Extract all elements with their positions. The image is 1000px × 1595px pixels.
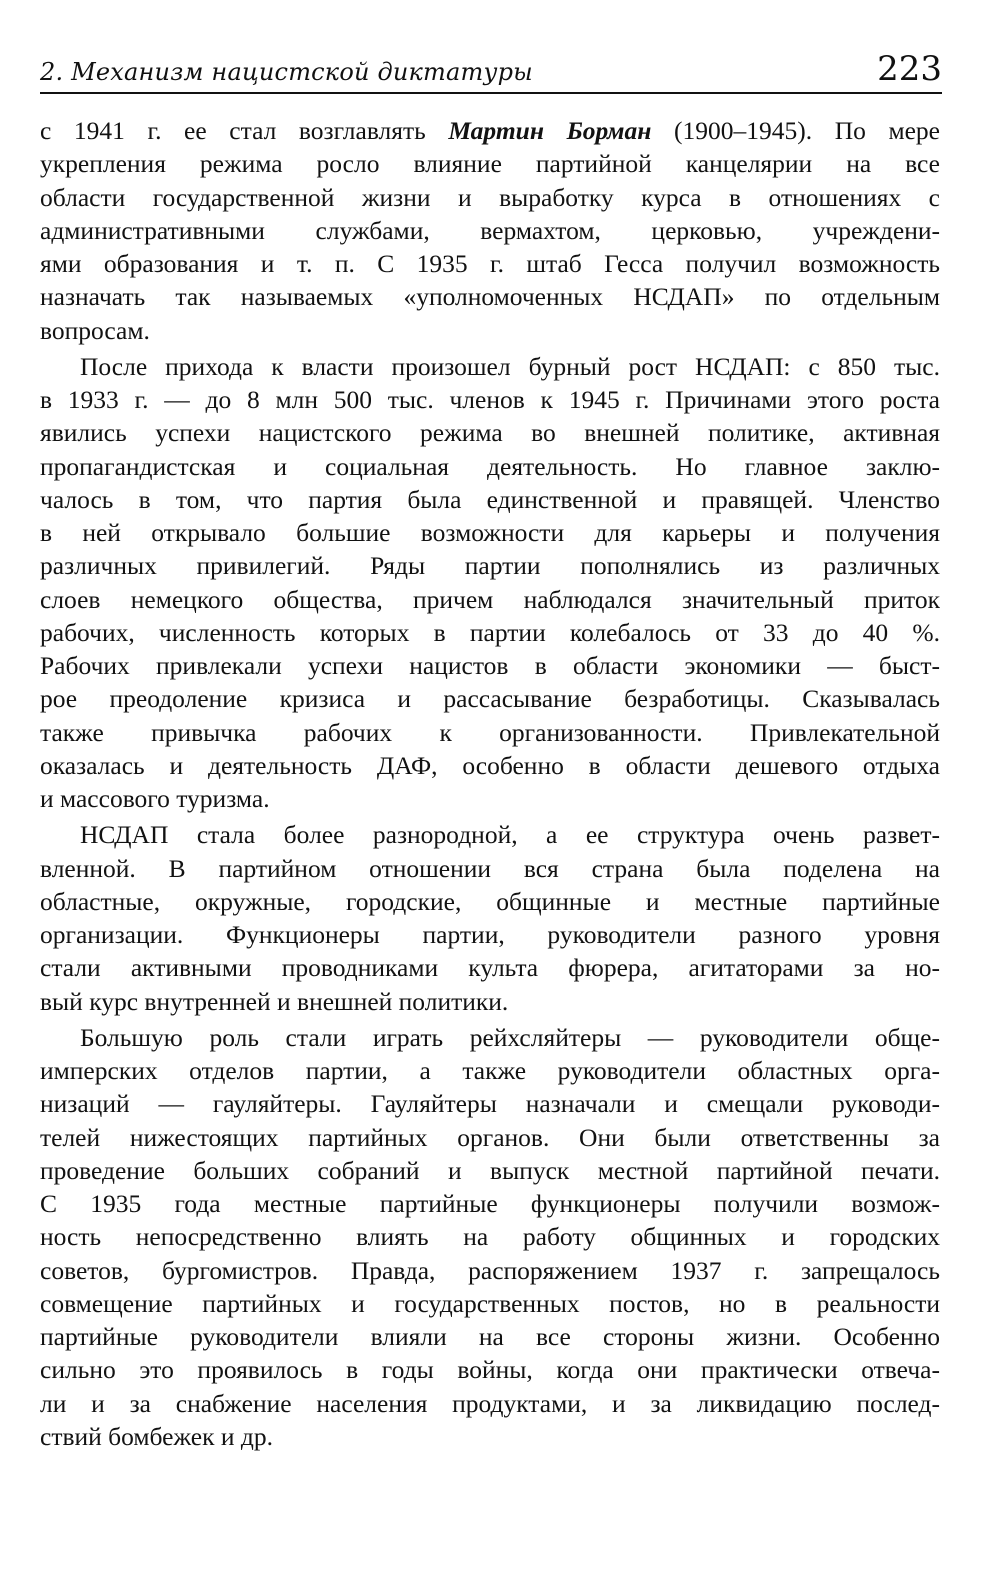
- text-run: ями образования и т. п. С 1935 г. штаб Гесса получил возможность: [40, 249, 940, 278]
- text-line: [40, 885, 940, 918]
- text-run: с 1941 г. ее стал возглавлять: [40, 116, 449, 145]
- text-line: [40, 1420, 940, 1453]
- text-line: [40, 214, 940, 247]
- text-run: слоев немецкого общества, причем наблюдался значительный приток: [40, 584, 940, 614]
- text-line: [40, 852, 940, 885]
- text-run: партийные руководители влияли на все стороны жизни. Особенно: [40, 1322, 940, 1351]
- text-line: [40, 782, 940, 815]
- text-run: административными службами, вермахтом, церковью, учреждени-: [40, 215, 940, 245]
- text-run: в 1933 г. — до 8 млн 500 тыс. членов к 1945 г. Причинами этого роста: [40, 385, 940, 414]
- text-line: [40, 918, 940, 951]
- text-run: организации. Функционеры партии, руководители разного уровня: [40, 920, 940, 949]
- text-run: в ней открывало большие возможности для карьеры и получения: [40, 518, 940, 547]
- text-line: [40, 247, 940, 280]
- text-run: области государственной жизни и выработку курса в отношениях с: [40, 182, 940, 212]
- text-run: назначать так называемых «уполномоченных НСДАП» по отдельным: [40, 282, 940, 312]
- text-run: укрепления режима росло влияние партийной канцелярии на все: [40, 149, 940, 179]
- text-run: стали активными проводниками культа фюрера, агитаторами за но-: [40, 953, 940, 983]
- text-run: После прихода к власти произошел бурный рост НСДАП: с 850 тыс.: [80, 351, 940, 381]
- text-line: [40, 483, 940, 516]
- text-line: [40, 450, 940, 483]
- text-line: [40, 616, 940, 649]
- text-line: [40, 1220, 940, 1253]
- text-run: оказалась и деятельность ДАФ, особенно в области дешевого отдыха: [40, 750, 940, 780]
- text-line: [40, 1021, 940, 1054]
- text-line: [40, 181, 940, 214]
- text-line: [40, 147, 940, 180]
- text-line: [40, 716, 940, 749]
- text-run: телей нижестоящих партийных органов. Они были ответственны за: [40, 1122, 940, 1152]
- text-run: Большую роль стали играть рейхсляйтеры — руководители обще-: [80, 1022, 940, 1052]
- body-text: [40, 114, 940, 1453]
- running-header: [40, 46, 942, 94]
- text-line: [40, 749, 940, 782]
- text-line: [40, 583, 940, 616]
- text-line: [40, 1154, 940, 1187]
- text-line: [40, 1387, 940, 1420]
- text-run: сильно это проявилось в годы войны, когда они практически отвеча-: [40, 1355, 940, 1385]
- text-line: [40, 1254, 940, 1287]
- text-run: советов, бургомистров. Правда, распоряжением 1937 г. запрещалось: [40, 1255, 940, 1285]
- text-run: Рабочих привлекали успехи нацистов в области экономики — быст-: [40, 651, 940, 680]
- text-run: вопросам.: [40, 315, 150, 345]
- text-line: [40, 383, 940, 416]
- text-line: [40, 1121, 940, 1154]
- text-line: [40, 951, 940, 984]
- text-run: вленной. В партийном отношении вся страна была поделена на: [40, 853, 940, 883]
- text-line: [40, 818, 940, 851]
- text-line: [40, 114, 940, 147]
- text-run: и массового туризма.: [40, 784, 270, 813]
- text-line: [40, 1287, 940, 1320]
- text-line: [40, 1054, 940, 1087]
- text-line: [40, 350, 940, 383]
- text-line: [40, 314, 940, 347]
- text-run: совмещение партийных и государственных постов, но в реальности: [40, 1288, 940, 1318]
- text-run: НСДАП стала более разнородной, а ее структура очень развет-: [80, 820, 940, 850]
- text-line: [40, 649, 940, 682]
- text-run: ность непосредственно влиять на работу общинных и городских: [40, 1222, 940, 1252]
- text-line: [40, 1320, 940, 1353]
- text-line: [40, 516, 940, 549]
- text-run: низаций — гауляйтеры. Гауляйтеры назначали и смещали руководи-: [40, 1089, 940, 1119]
- section-title: 2. Механизм нацистской диктатуры: [40, 58, 533, 86]
- text-run: чалось в том, что партия была единственной и правящей. Членство: [40, 484, 940, 514]
- page-number: 223: [877, 49, 942, 89]
- text-line: [40, 1353, 940, 1386]
- text-line: [40, 682, 940, 715]
- emphasized-name: Мартин Борман: [448, 116, 652, 145]
- text-line: [40, 280, 940, 313]
- text-run: рое преодоление кризиса и рассасывание безработицы. Сказывалась: [40, 684, 940, 714]
- text-run: (1900–1945). По мере: [651, 116, 940, 145]
- text-line: [40, 416, 940, 449]
- text-run: ли и за снабжение населения продуктами, и за ликвидацию послед-: [40, 1388, 940, 1418]
- text-run: С 1935 года местные партийные функционеры получили возмож-: [40, 1189, 940, 1218]
- text-run: вый курс внутренней и внешней политики.: [40, 986, 509, 1016]
- text-run: также привычка рабочих к организованности. Привлекательной: [40, 717, 940, 747]
- text-run: ствий бомбежек и др.: [40, 1421, 273, 1451]
- text-line: [40, 549, 940, 582]
- text-run: рабочих, численность которых в партии колебалось от 33 до 40 %.: [40, 617, 940, 647]
- text-run: явились успехи нацистского режима во внешней политике, активная: [40, 418, 940, 448]
- text-run: проведение больших собраний и выпуск местной партийной печати.: [40, 1155, 940, 1185]
- text-run: пропагандистская и социальная деятельность. Но главное заклю-: [40, 451, 940, 481]
- text-line: [40, 985, 940, 1018]
- text-run: областные, окружные, городские, общинные и местные партийные: [40, 886, 940, 916]
- text-run: имперских отделов партии, а также руководители областных орга-: [40, 1056, 940, 1085]
- text-run: различных привилегий. Ряды партии пополнялись из различных: [40, 551, 940, 581]
- text-line: [40, 1187, 940, 1220]
- text-line: [40, 1087, 940, 1120]
